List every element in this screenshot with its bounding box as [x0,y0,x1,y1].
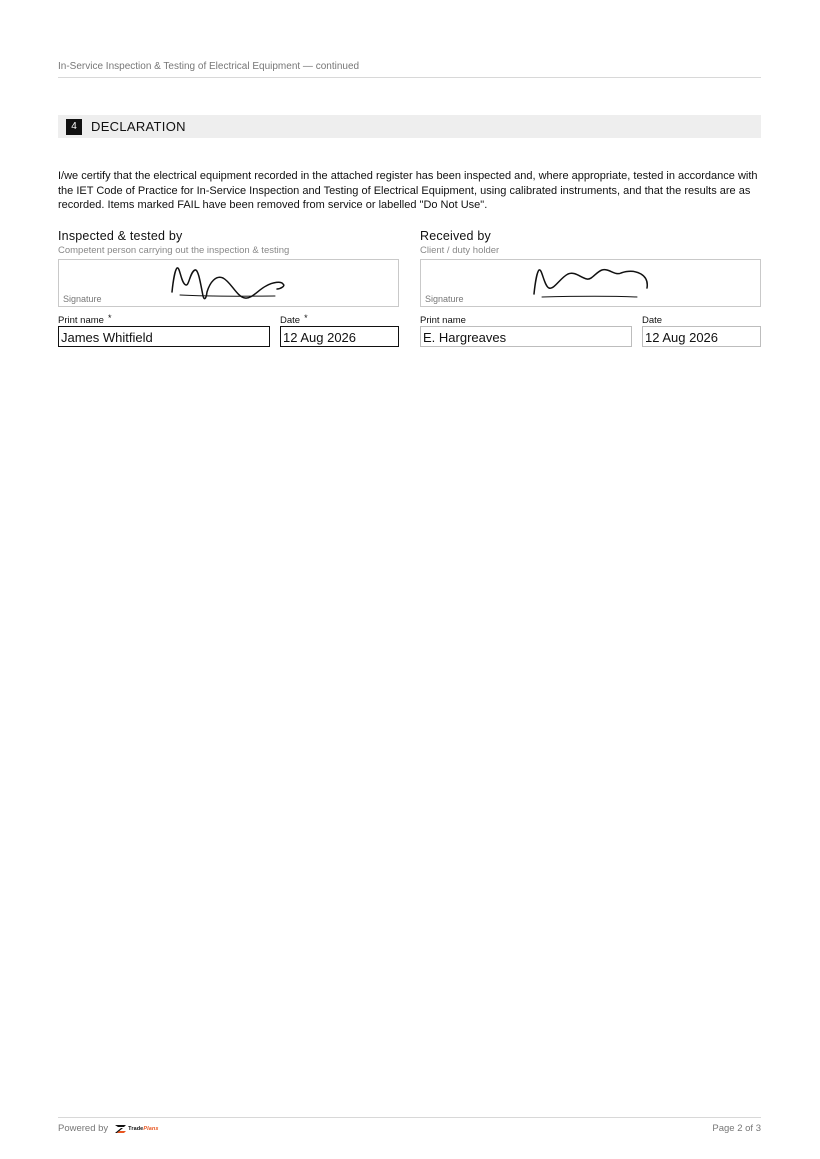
receiver-name-label: Print name [420,315,466,326]
required-marker: * [107,313,112,323]
receiver-signature-drawing [421,260,760,306]
receiver-date-label: Date [642,315,663,326]
inspector-name-label-text: Print name [58,315,104,326]
logo-mark-icon [115,1125,126,1133]
page-indicator: Page 2 of 3 [712,1123,761,1134]
inspector-subtitle: Competent person carrying out the inspection & testing [58,245,290,256]
receiver-title: Received by [420,229,491,243]
inspector-name-field[interactable]: James Whitfield [58,326,270,347]
powered-by [58,1123,159,1134]
receiver-signature-box[interactable] [420,259,761,307]
inspector-block [58,229,399,345]
inspector-signature-label: Signature [63,294,102,304]
inspector-name-label [58,315,111,326]
receiver-signature-label: Signature [425,294,464,304]
page-footer [58,1117,761,1134]
inspector-title: Inspected & tested by [58,229,183,243]
required-marker: * [304,313,308,323]
tradeplans-logo [115,1125,158,1133]
running-header: In-Service Inspection & Testing of Electrical Equipment — continued [58,61,761,78]
logo-text [128,1126,158,1132]
receiver-block [420,229,761,345]
receiver-date-field[interactable]: 12 Aug 2026 [642,326,761,347]
inspector-date-field[interactable]: 12 Aug 2026 [280,326,399,347]
inspector-date-label-text: Date [280,315,301,326]
document-page [58,0,761,1159]
inspector-signature-drawing [59,260,398,306]
inspector-signature-box[interactable] [58,259,399,307]
logo-text-accent: Plans [143,1125,159,1132]
declaration-statement: I/we certify that the electrical equipment recorded in the attached register has been inspected and, where appropriate, tested in accordance with the IET Code of Practice for In-Service Inspection and Testing of Electrical Equipment, using calibrated instruments, and that the results are as recorded. Items marked FAIL have been removed from service or labelled "Do Not Use". [58,170,758,211]
section-number-badge: 4 [66,119,82,135]
section-title: DECLARATION [91,119,186,134]
receiver-name-field[interactable]: E. Hargreaves [420,326,632,347]
section-header [58,115,761,138]
receiver-subtitle: Client / duty holder [420,245,500,256]
inspector-date-label [280,315,308,326]
logo-text-main: Trade [128,1125,144,1132]
powered-by-label: Powered by [58,1123,109,1134]
